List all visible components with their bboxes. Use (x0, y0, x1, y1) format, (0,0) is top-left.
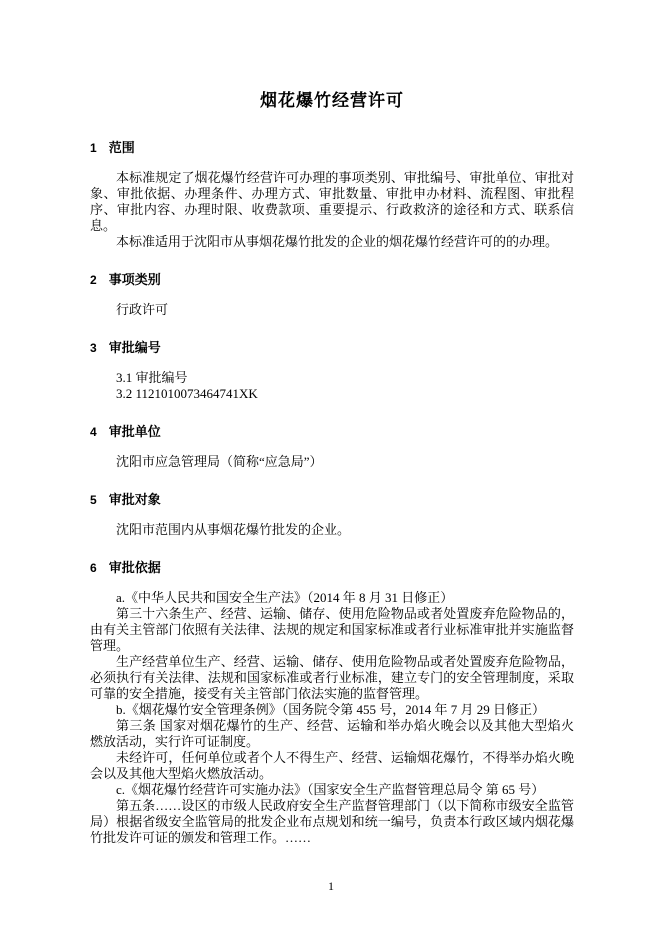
section-approval-basis (90, 557, 574, 846)
section-heading-text: 事项类别 (108, 272, 161, 287)
section-heading (90, 137, 574, 156)
section-approval-target (90, 489, 574, 538)
section-number: 1 (90, 141, 97, 155)
section-heading (90, 421, 574, 440)
paragraph: 沈阳市范围内从事烟花爆竹批发的企业。 (116, 522, 351, 537)
section-heading-text: 审批对象 (108, 492, 161, 507)
section-approval-number (90, 337, 574, 402)
section-heading-text: 范围 (108, 140, 135, 155)
paragraph: 3.2 1121010073464741XK (116, 386, 258, 401)
paragraph: 第五条……设区的市级人民政府安全生产监督管理部门（以下简称市级安全监管局）根据省级安全监管局的批发企业布点规划和统一编号，负责本行政区域内烟花爆竹批发许可证的颁发和管理工作。…… (90, 798, 574, 845)
paragraph: b.《烟花爆竹安全管理条例》（国务院令第 455 号，2014 年 7 月 29 日修正） (116, 702, 546, 717)
paragraph: 沈阳市应急管理局（简称“应急局”） (116, 454, 323, 469)
paragraph: 第三条 国家对烟花爆竹的生产、经营、运输和举办焰火晚会以及其他大型焰火燃放活动，实行许可证制度。 (90, 718, 574, 749)
section-heading (90, 337, 574, 356)
paragraph: 生产经营单位生产、经营、运输、储存、使用危险物品或者处置废弃危险物品，必须执行有关法律、法规和国家标准或者行业标准，建立专门的安全管理制度，采取可靠的安全措施，接受有关主管部门依法实施的监督管理。 (90, 654, 574, 701)
paragraph: 第三十六条生产、经营、运输、储存、使用危险物品或者处置废弃危险物品的，由有关主管部门依照有关法律、法规的规定和国家标准或者行业标准审批并实施监督管理。 (90, 606, 574, 653)
section-category (90, 269, 574, 318)
section-approval-authority (90, 421, 574, 470)
section-number: 2 (90, 273, 97, 287)
section-heading (90, 269, 574, 288)
section-scope (90, 137, 574, 250)
paragraph: a.《中华人民共和国安全生产法》（2014 年 8 月 31 日修正） (116, 590, 454, 605)
paragraph: 3.1 审批编号 (116, 370, 188, 385)
section-heading-text: 审批单位 (108, 424, 161, 439)
section-heading (90, 489, 574, 508)
paragraph: c.《烟花爆竹经营许可实施办法》（国家安全生产监督管理总局令 第 65 号） (116, 782, 545, 797)
section-heading (90, 557, 574, 576)
section-heading-text: 审批依据 (108, 560, 161, 575)
document-title: 烟花爆竹经营许可 (260, 91, 404, 110)
section-heading-text: 审批编号 (108, 340, 161, 355)
page-number: 1 (328, 879, 334, 893)
section-number: 6 (90, 561, 97, 575)
paragraph: 本标准适用于沈阳市从事烟花爆竹批发的企业的烟花爆竹经营许可的的办理。 (116, 234, 559, 249)
section-number: 5 (90, 493, 97, 507)
paragraph: 本标准规定了烟花爆竹经营许可办理的事项类别、审批编号、审批单位、审批对象、审批依据、办理条件、办理方式、审批数量、审批申办材料、流程图、审批程序、审批内容、办理时限、收费款项、重要提示、行政救济的途径和方式、联系信息。 (90, 170, 574, 233)
section-number: 4 (90, 425, 97, 439)
paragraph: 未经许可，任何单位或者个人不得生产、经营、运输烟花爆竹，不得举办焰火晚会以及其他大型焰火燃放活动。 (90, 750, 574, 781)
section-number: 3 (90, 341, 97, 355)
paragraph: 行政许可 (116, 302, 169, 317)
